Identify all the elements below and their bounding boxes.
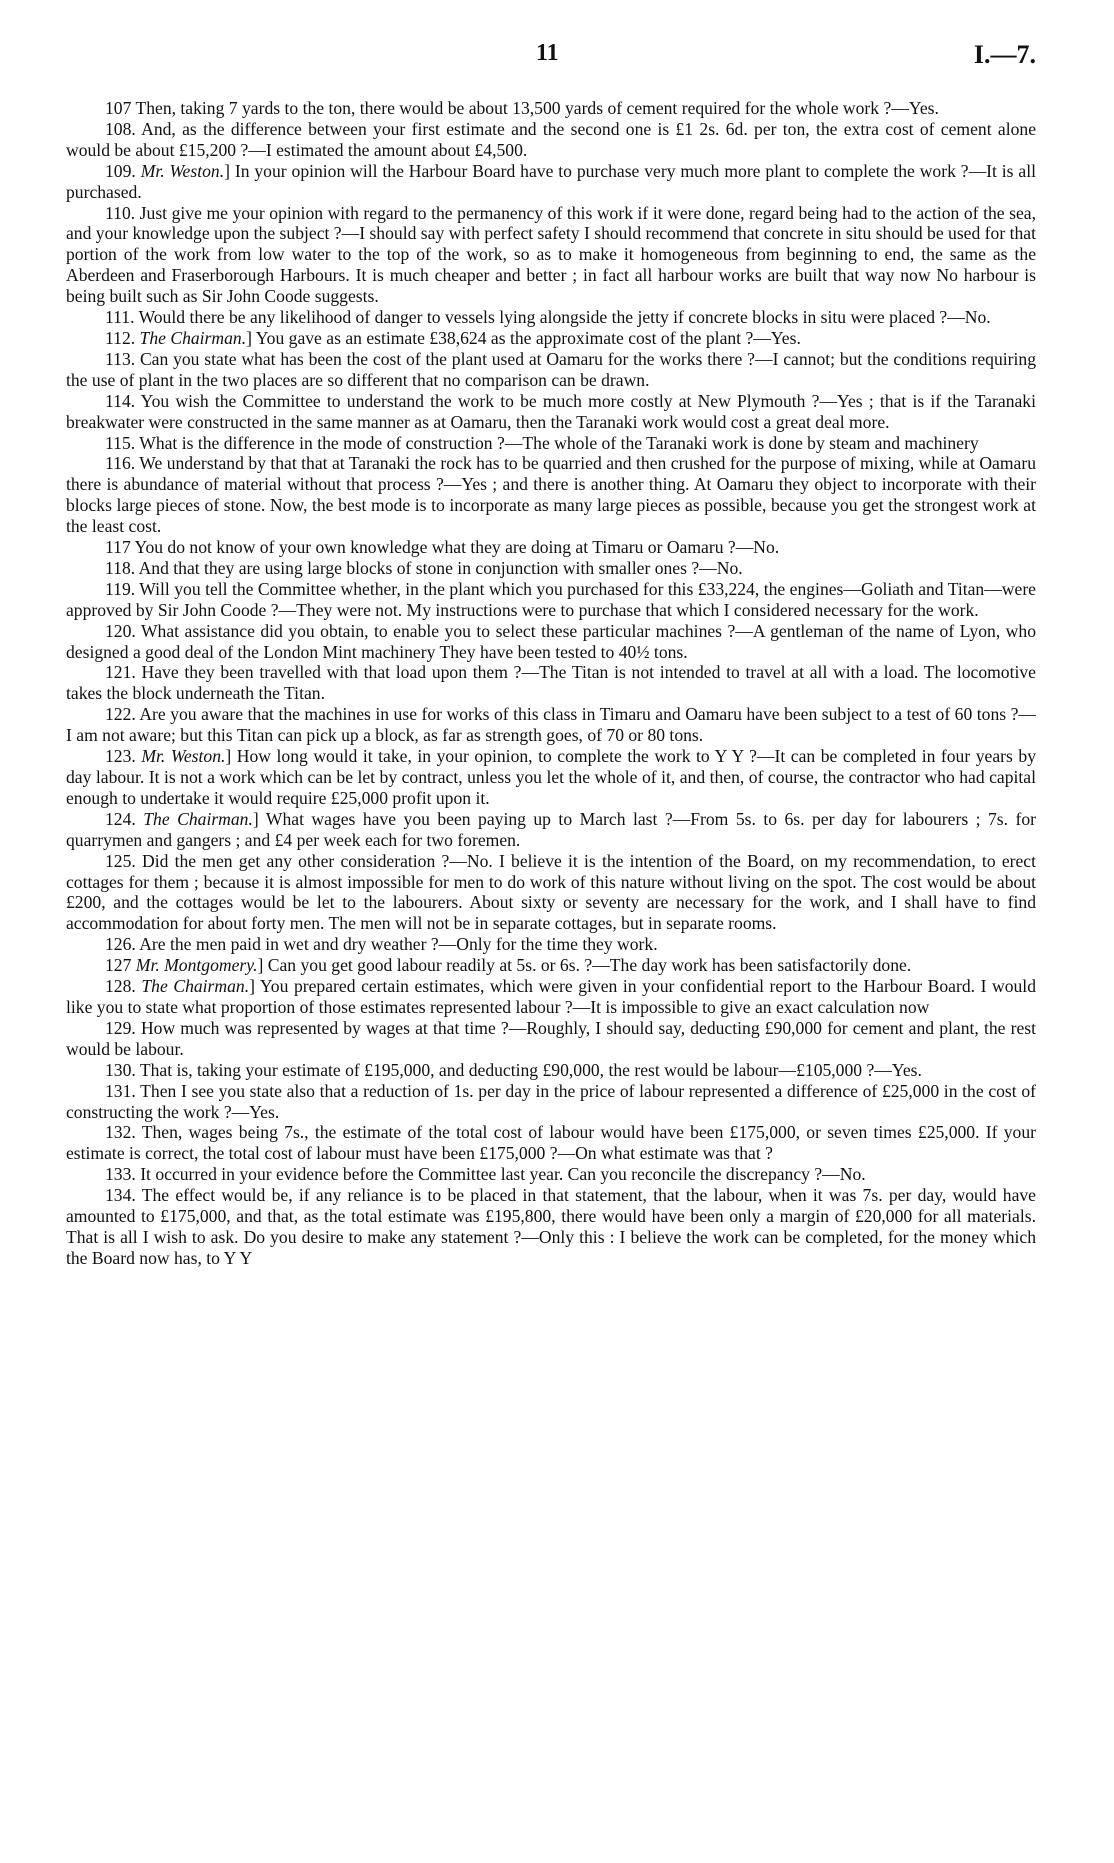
question-answer-text: You wish the Committee to understand the work to be much more costly at New Plymouth ?—Yes ; that is if the Taranaki breakwater were constructed in the same manner as at Oamaru, then the Taranaki work would cost a great deal more.	[66, 390, 1036, 432]
question-answer-text: Can you state what has been the cost of the plant used at Oamaru for the works there ?—I cannot; but the conditions requiring the use of plant in the two places are so different that no comparison can be drawn.	[66, 348, 1036, 390]
evidence-paragraph	[66, 662, 1036, 704]
evidence-paragraph	[66, 98, 1036, 119]
question-answer-text: What is the difference in the mode of construction ?—The whole of the Taranaki work is done by steam and machinery	[135, 432, 979, 453]
evidence-paragraph	[66, 621, 1036, 663]
question-number: 134.	[105, 1185, 136, 1206]
speaker-name: The Chairman.	[143, 808, 253, 829]
question-number: 132.	[105, 1122, 136, 1143]
page-number: 11	[536, 40, 559, 66]
evidence-paragraph	[66, 307, 1036, 328]
question-number: 112.	[105, 327, 136, 348]
question-answer-text: What assistance did you obtain, to enable you to select these particular machines ?—A gentleman of the name of Lyon, who designed a good deal of the London Mint machinery They have been tested to 40½ tons.	[66, 620, 1036, 662]
question-number: 131.	[105, 1080, 136, 1101]
question-number: 125.	[105, 850, 136, 871]
question-answer-text: Have they been travelled with that load upon them ?—The Titan is not intended to travel at all with a load. The locomotive takes the block underneath the Titan.	[66, 662, 1036, 704]
question-number: 117	[105, 537, 131, 558]
question-answer-text: ] You prepared certain estimates, which were given in your confidential report to the Harbour Board. I would like you to state what proportion of those estimates represented labour ?—It is impossible to give an exact calculation now	[66, 976, 1036, 1017]
question-number: 123.	[105, 746, 136, 767]
evidence-paragraph	[66, 851, 1036, 935]
evidence-paragraph	[66, 1185, 1036, 1269]
evidence-paragraph	[66, 161, 1036, 203]
question-number: 121.	[105, 662, 136, 683]
evidence-paragraph	[66, 809, 1036, 851]
question-answer-text: Then I see you state also that a reduction of 1s. per day in the price of labour represented a difference of £25,000 in the cost of constructing the work ?—Yes.	[66, 1080, 1036, 1122]
question-number: 124.	[105, 808, 136, 829]
question-number: 130.	[105, 1059, 136, 1080]
question-answer-text: And, as the difference between your first estimate and the second one is £1 2s. 6d. per ton, the extra cost of cement alone would be about £15,200 ?—I estimated the amount about £4,500.	[66, 118, 1036, 160]
question-number: 110.	[105, 202, 136, 223]
question-answer-text: ] You gave as an estimate £38,624 as the approximate cost of the plant ?—Yes.	[246, 327, 801, 348]
question-answer-text: It occurred in your evidence before the Committee last year. Can you reconcile the discrepancy ?—No.	[135, 1164, 866, 1185]
evidence-paragraph	[66, 955, 1036, 976]
question-answer-text: ] In your opinion will the Harbour Board have to purchase very much more plant to complete the work ?—It is all purchased.	[66, 160, 1036, 202]
question-number: 113.	[105, 348, 136, 369]
page-header	[66, 40, 1036, 72]
evidence-paragraph	[66, 433, 1036, 454]
evidence-paragraph	[66, 453, 1036, 537]
evidence-paragraph	[66, 1164, 1036, 1185]
question-number: 133.	[105, 1164, 136, 1185]
speaker-name: The Chairman.	[139, 327, 247, 348]
document-reference: I.—7.	[973, 40, 1036, 69]
evidence-paragraph	[66, 349, 1036, 391]
question-answer-text: We understand by that that at Taranaki the rock has to be quarried and then crushed for the purpose of mixing, while at Oamaru there is abundance of material without that process ?—Yes ; and there is another thing. At Oamaru they object to incorporate with their blocks large pieces of stone. Now, the best mode is to incorporate as many large pieces as possible, because you get the strongest work at the least cost.	[66, 453, 1036, 537]
evidence-paragraph	[66, 934, 1036, 955]
speaker-name: The Chairman.	[141, 976, 250, 997]
question-number: 122.	[105, 704, 136, 725]
question-number: 126.	[105, 934, 136, 955]
speaker-name: Mr. Weston.	[140, 160, 225, 181]
question-answer-text: And that they are using large blocks of stone in conjunction with smaller ones ?—No.	[135, 557, 743, 578]
evidence-paragraph	[66, 328, 1036, 349]
question-answer-text: Just give me your opinion with regard to the permanency of this work if it were done, regard being had to the action of the sea, and your knowledge upon the subject ?—I should say with perfect safety I should recommend that concrete in situ should be used for that portion of the work from low water to the top of the work, so as to make it homogeneous from beginning to end, the same as the Aberdeen and Fraserborough Harbours. It is much cheaper and better ; in fact all harbour works are built that way now No harbour is being built such as Sir John Coode suggests.	[66, 202, 1036, 307]
evidence-paragraph	[66, 558, 1036, 579]
question-answer-text: Would there be any likelihood of danger to vessels lying alongside the jetty if concrete blocks in situ were placed ?—No.	[134, 307, 991, 328]
evidence-paragraph	[66, 1122, 1036, 1164]
question-answer-text: ] What wages have you been paying up to March last ?—From 5s. to 6s. per day for labourers ; 7s. for quarrymen and gangers ; and £4 per week each for two foremen.	[66, 808, 1036, 850]
evidence-paragraph	[66, 119, 1036, 161]
evidence-paragraph	[66, 746, 1036, 809]
question-number: 107	[105, 98, 132, 118]
question-answer-text: Then, taking 7 yards to the ton, there would be about 13,500 yards of cement required for the whole work ?—Yes.	[131, 98, 939, 118]
evidence-paragraph	[66, 1060, 1036, 1081]
question-number: 111.	[105, 307, 135, 328]
evidence-paragraph	[66, 391, 1036, 433]
question-number: 127	[105, 955, 132, 976]
question-number: 118.	[105, 557, 136, 578]
question-number: 116.	[105, 453, 136, 474]
question-number: 120.	[105, 620, 136, 641]
speaker-name: Mr. Weston.	[141, 746, 226, 767]
question-answer-text: Are the men paid in wet and dry weather ?—Only for the time they work.	[135, 934, 658, 955]
evidence-paragraph	[66, 203, 1036, 308]
question-answer-text: Did the men get any other consideration ?—No. I believe it is the intention of the Board, on my recommendation, to erect cottages for them ; because it is almost impossible for men to do work of this nature without living on the spot. The cost would be about £200, and the cottages would be let to the labourers. About sixty or seventy are necessary for the work, and I shall have to find accommodation for about forty men. The men will not be in separate cottages, but in separate rooms.	[66, 850, 1036, 934]
question-number: 108.	[105, 118, 136, 139]
evidence-paragraph	[66, 1081, 1036, 1123]
question-answer-text: That is, taking your estimate of £195,000, and deducting £90,000, the rest would be labour—£105,000 ?—Yes.	[135, 1059, 922, 1080]
question-answer-text: Are you aware that the machines in use for works of this class in Timaru and Oamaru have been subject to a test of 60 tons ?—I am not aware; but this Titan can pick up a block, as far as strength goes, of 70 or 80 tons.	[66, 704, 1036, 746]
question-answer-text: ] How long would it take, in your opinion, to complete the work to Y Y ?—It can be completed in four years by day labour. It is not a work which can be let by contract, unless you let the whole of it, and then, of course, the contractor who had capital enough to undertake it would require £25,000 profit upon it.	[66, 746, 1036, 808]
question-number: 119.	[105, 578, 136, 599]
speaker-name: Mr. Montgomery.	[135, 955, 258, 976]
evidence-paragraph	[66, 579, 1036, 621]
evidence-paragraph	[66, 976, 1036, 1018]
question-number: 128.	[105, 976, 136, 997]
question-answer-text: How much was represented by wages at that time ?—Roughly, I should say, deducting £90,000 for cement and plant, the rest would be labour.	[66, 1017, 1036, 1059]
question-answer-text: You do not know of your own knowledge what they are doing at Timaru or Oamaru ?—No.	[130, 537, 780, 558]
evidence-paragraph	[66, 704, 1036, 746]
evidence-paragraph	[66, 1018, 1036, 1060]
question-answer-text: Will you tell the Committee whether, in the plant which you purchased for this £33,224, the engines—Goliath and Titan—were approved by Sir John Coode ?—They were not. My instructions were to purchase that which I considered necessary for the work.	[66, 578, 1036, 620]
evidence-paragraph	[66, 537, 1036, 558]
evidence-body	[66, 98, 1036, 1269]
question-number: 114.	[105, 390, 136, 411]
question-answer-text: The effect would be, if any reliance is to be placed in that statement, that the labour, when it was 7s. per day, would have amounted to £175,000, and that, as the total estimate was £195,800, there would have been only a margin of £20,000 for all materials. That is all I wish to ask. Do you desire to make any statement ?—Only this : I believe the work can be completed, for the money which the Board now has, to Y Y	[66, 1185, 1036, 1268]
question-number: 109.	[105, 160, 136, 181]
question-answer-text: Then, wages being 7s., the estimate of the total cost of labour would have been £175,000, or seven times £25,000. If your estimate is correct, the total cost of labour must have been £175,000 ?—On what estimate was that ?	[66, 1122, 1036, 1164]
question-number: 129.	[105, 1017, 136, 1038]
question-number: 115.	[105, 432, 136, 453]
question-answer-text: ] Can you get good labour readily at 5s. or 6s. ?—The day work has been satisfactorily done.	[257, 955, 912, 976]
